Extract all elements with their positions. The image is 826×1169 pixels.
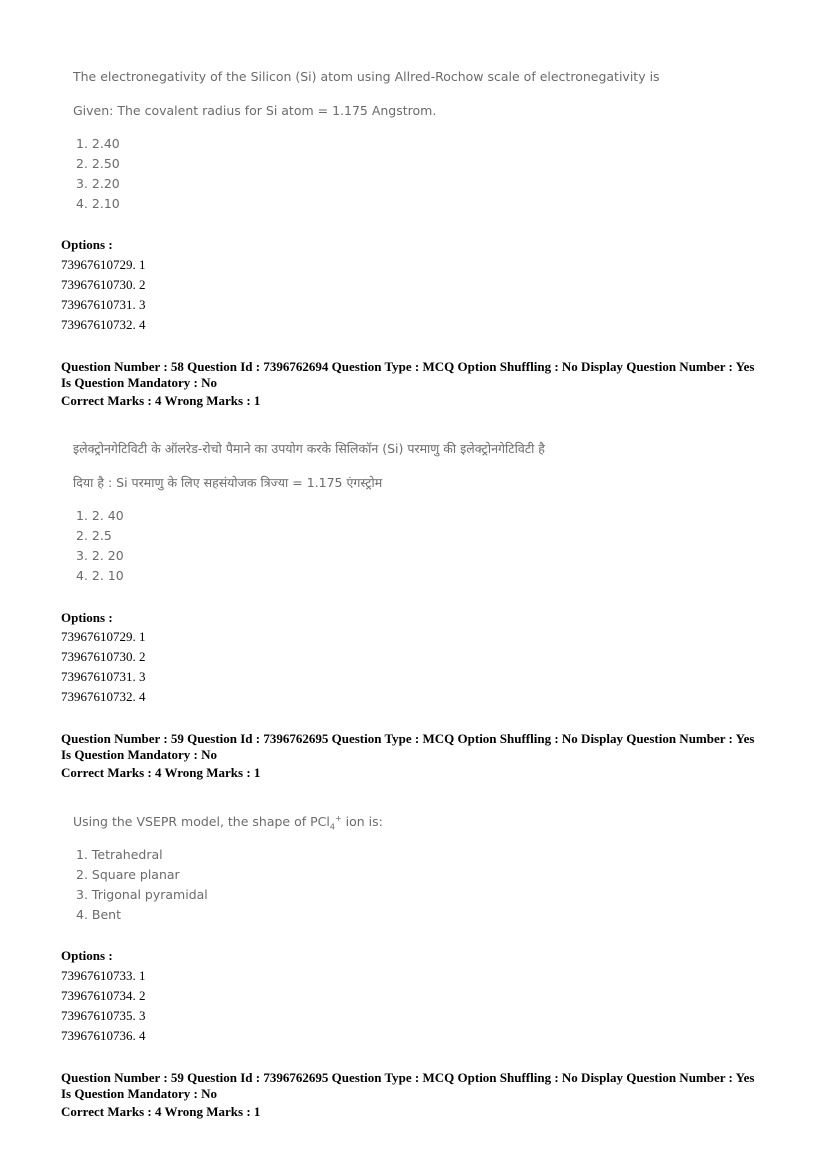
option-line: 73967610729. 1 [61, 629, 146, 644]
option-line: 73967610733. 1 [61, 968, 146, 983]
question-text-hindi: इलेक्ट्रोनगेटिविटी के ऑलरेड-रोचो पैमाने का उपयोग करके सिलिकॉन (Si) परमाणु की इलेक्ट्रोनगेटिविटी है [73, 441, 545, 456]
choice-3: 3. Trigonal pyramidal [76, 887, 208, 902]
question-mandatory: Is Question Mandatory : No [61, 1086, 218, 1101]
question-header: Question Number : 58 Question Id : 7396762694 Question Type : MCQ Option Shuffling : No Display Question Number : Yes [61, 359, 755, 374]
given-text: Given: The covalent radius for Si atom = 1.175 Angstrom. [73, 103, 437, 118]
given-text-hindi: दिया है : Si परमाणु के लिए सहसंयोजक त्रिज्या = 1.175 एंगस्ट्रोम [73, 475, 383, 490]
options-label: Options : [61, 948, 113, 963]
subscript: 4 [329, 822, 335, 832]
question-marks: Correct Marks : 4 Wrong Marks : 1 [61, 393, 261, 408]
option-line: 73967610729. 1 [61, 257, 146, 272]
question-header: Question Number : 59 Question Id : 7396762695 Question Type : MCQ Option Shuffling : No Display Question Number : Yes [61, 731, 755, 746]
question-text-prefix: Using the VSEPR model, the shape of PCl [73, 814, 330, 830]
question-text-suffix: ion is: [341, 814, 383, 830]
choice-4: 4. 2.10 [76, 196, 120, 211]
choice-2: 2. Square planar [76, 867, 180, 882]
question-image-english [73, 800, 773, 930]
question-image-hindi [73, 430, 773, 590]
question-image-english [73, 0, 773, 220]
choice-3: 3. 2. 20 [76, 548, 124, 563]
choice-2: 2. 2.5 [76, 528, 112, 543]
choice-3: 3. 2.20 [76, 176, 120, 191]
options-label: Options : [61, 610, 113, 625]
choice-4: 4. 2. 10 [76, 568, 124, 583]
superscript: + [334, 814, 342, 823]
option-line: 73967610734. 2 [61, 988, 146, 1003]
option-line: 73967610735. 3 [61, 1008, 146, 1023]
option-line: 73967610731. 3 [61, 669, 146, 684]
options-label: Options : [61, 237, 113, 252]
question-header: Question Number : 59 Question Id : 7396762695 Question Type : MCQ Option Shuffling : No Display Question Number : Yes [61, 1070, 755, 1085]
choice-2: 2. 2.50 [76, 156, 120, 171]
question-text: The electronegativity of the Silicon (Si) atom using Allred-Rochow scale of electronegativity is [73, 69, 660, 84]
option-line: 73967610732. 4 [61, 689, 146, 704]
choice-1: 1. 2.40 [76, 136, 120, 151]
option-line: 73967610730. 2 [61, 649, 146, 664]
choice-4: 4. Bent [76, 907, 121, 922]
question-mandatory: Is Question Mandatory : No [61, 375, 218, 390]
choice-1: 1. 2. 40 [76, 508, 124, 523]
question-marks: Correct Marks : 4 Wrong Marks : 1 [61, 765, 261, 780]
option-line: 73967610731. 3 [61, 297, 146, 312]
choice-1: 1. Tetrahedral [76, 847, 163, 862]
question-mandatory: Is Question Mandatory : No [61, 747, 218, 762]
option-line: 73967610732. 4 [61, 317, 146, 332]
question-text [73, 814, 383, 832]
option-line: 73967610736. 4 [61, 1028, 146, 1043]
question-marks: Correct Marks : 4 Wrong Marks : 1 [61, 1104, 261, 1119]
option-line: 73967610730. 2 [61, 277, 146, 292]
